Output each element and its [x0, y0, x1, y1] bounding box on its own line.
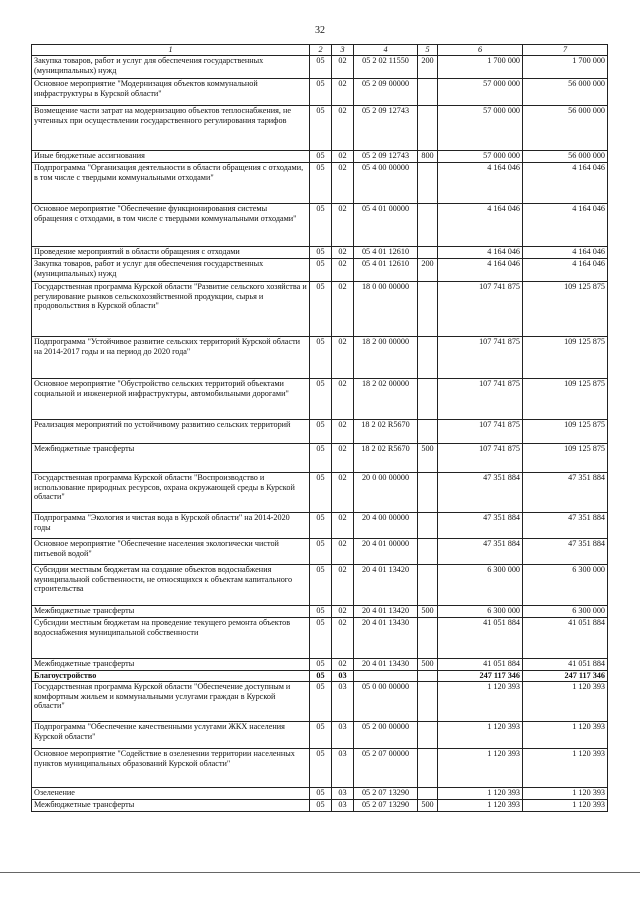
- expense-type-cell: [418, 473, 438, 513]
- table-row: [32, 56, 608, 79]
- table-row: [32, 788, 608, 800]
- subsection-code-cell: 02: [332, 513, 354, 539]
- expense-type-cell: 800: [418, 151, 438, 163]
- subsection-code-cell: 02: [332, 379, 354, 420]
- section-code-cell: 05: [310, 671, 332, 682]
- section-code-cell: 05: [310, 788, 332, 800]
- row-name-cell: Подпрограмма "Обеспечение качественными услугами ЖКХ населения Курской области": [32, 722, 310, 749]
- section-code-cell: 05: [310, 247, 332, 259]
- target-article-cell: 05 2 07 13290: [354, 788, 418, 800]
- header-cell: 3: [332, 45, 354, 56]
- expense-type-cell: [418, 163, 438, 204]
- expense-type-cell: [418, 337, 438, 379]
- section-code-cell: 05: [310, 56, 332, 79]
- target-article-cell: 18 2 02 R5670: [354, 444, 418, 473]
- target-article-cell: 18 0 00 00000: [354, 282, 418, 337]
- row-name-cell: Основное мероприятие "Обеспечение функционирования системы обращения с отходами, в том числе с твердыми коммунальными отходами": [32, 204, 310, 247]
- row-name-cell: Возмещение части затрат на модернизацию объектов теплоснабжения, не учтенных при осуществлении государственного регулирования тарифов: [32, 106, 310, 151]
- target-article-cell: 20 4 01 13420: [354, 565, 418, 606]
- target-article-cell: 05 0 00 00000: [354, 682, 418, 722]
- amount-year1-cell: 247 117 346: [438, 671, 523, 682]
- section-code-cell: 05: [310, 337, 332, 379]
- subsection-code-cell: 02: [332, 282, 354, 337]
- subsection-code-cell: 02: [332, 79, 354, 106]
- table-row: [32, 259, 608, 282]
- amount-year2-cell: 56 000 000: [523, 106, 608, 151]
- table-row: [32, 247, 608, 259]
- table-row: [32, 749, 608, 788]
- amount-year1-cell: 107 741 875: [438, 444, 523, 473]
- subsection-code-cell: 03: [332, 749, 354, 788]
- row-name-cell: Иные бюджетные ассигнования: [32, 151, 310, 163]
- table-row: [32, 79, 608, 106]
- target-article-cell: 18 2 00 00000: [354, 337, 418, 379]
- expense-type-cell: [418, 379, 438, 420]
- amount-year2-cell: 4 164 046: [523, 163, 608, 204]
- target-article-cell: 20 0 00 00000: [354, 473, 418, 513]
- page-number: 32: [315, 25, 325, 36]
- subsection-code-cell: 03: [332, 788, 354, 800]
- amount-year2-cell: 109 125 875: [523, 444, 608, 473]
- section-code-cell: 05: [310, 565, 332, 606]
- target-article-cell: 05 4 01 12610: [354, 259, 418, 282]
- table-row: [32, 163, 608, 204]
- expense-type-cell: 200: [418, 259, 438, 282]
- target-article-cell: 05 4 01 00000: [354, 204, 418, 247]
- amount-year1-cell: 1 120 393: [438, 722, 523, 749]
- subsection-code-cell: 02: [332, 444, 354, 473]
- table-row: [32, 606, 608, 618]
- amount-year2-cell: 4 164 046: [523, 259, 608, 282]
- table-row: [32, 379, 608, 420]
- target-article-cell: 20 4 01 13430: [354, 618, 418, 659]
- amount-year1-cell: 107 741 875: [438, 379, 523, 420]
- amount-year2-cell: 1 120 393: [523, 682, 608, 722]
- section-code-cell: 05: [310, 420, 332, 444]
- section-code-cell: 05: [310, 163, 332, 204]
- expense-type-cell: [418, 722, 438, 749]
- table-row: [32, 682, 608, 722]
- table-row: [32, 618, 608, 659]
- row-name-cell: Межбюджетные трансферты: [32, 659, 310, 671]
- row-name-cell: Основное мероприятие "Обеспечение населения экологически чистой питьевой водой": [32, 539, 310, 565]
- subsection-code-cell: 03: [332, 722, 354, 749]
- target-article-cell: 05 4 00 00000: [354, 163, 418, 204]
- amount-year2-cell: 247 117 346: [523, 671, 608, 682]
- section-code-cell: 05: [310, 106, 332, 151]
- expense-type-cell: [418, 671, 438, 682]
- target-article-cell: 18 2 02 00000: [354, 379, 418, 420]
- expense-type-cell: [418, 539, 438, 565]
- row-name-cell: Субсидии местным бюджетам на проведение текущего ремонта объектов водоснабжения муниципальной собственности: [32, 618, 310, 659]
- table-row: [32, 337, 608, 379]
- amount-year2-cell: 109 125 875: [523, 337, 608, 379]
- target-article-cell: 20 4 00 00000: [354, 513, 418, 539]
- section-code-cell: 05: [310, 749, 332, 788]
- expense-type-cell: 500: [418, 659, 438, 671]
- amount-year1-cell: 57 000 000: [438, 151, 523, 163]
- table-row: [32, 671, 608, 682]
- amount-year1-cell: 57 000 000: [438, 106, 523, 151]
- subsection-code-cell: 03: [332, 671, 354, 682]
- amount-year2-cell: 47 351 884: [523, 473, 608, 513]
- expense-type-cell: [418, 282, 438, 337]
- subsection-code-cell: 02: [332, 106, 354, 151]
- amount-year2-cell: 1 120 393: [523, 722, 608, 749]
- amount-year2-cell: 109 125 875: [523, 420, 608, 444]
- amount-year2-cell: 109 125 875: [523, 379, 608, 420]
- amount-year2-cell: 47 351 884: [523, 513, 608, 539]
- table-row: [32, 722, 608, 749]
- amount-year1-cell: 107 741 875: [438, 282, 523, 337]
- expense-type-cell: [418, 788, 438, 800]
- table-row: [32, 539, 608, 565]
- row-name-cell: Межбюджетные трансферты: [32, 800, 310, 812]
- amount-year1-cell: 1 700 000: [438, 56, 523, 79]
- amount-year2-cell: 1 700 000: [523, 56, 608, 79]
- row-name-cell: Государственная программа Курской области "Развитие сельского хозяйства и регулирование рынков сельскохозяйственной продукции, сырья и продовольствия в Курской области": [32, 282, 310, 337]
- row-name-cell: Озеленение: [32, 788, 310, 800]
- row-name-cell: Подпрограмма "Устойчивое развитие сельских территорий Курской области на 2014-2017 годы и на период до 2020 года": [32, 337, 310, 379]
- row-name-cell: Межбюджетные трансферты: [32, 444, 310, 473]
- expense-type-cell: [418, 513, 438, 539]
- expense-type-cell: [418, 79, 438, 106]
- expense-type-cell: [418, 565, 438, 606]
- expense-type-cell: [418, 204, 438, 247]
- amount-year2-cell: 1 120 393: [523, 788, 608, 800]
- header-cell: 7: [523, 45, 608, 56]
- section-code-cell: 05: [310, 204, 332, 247]
- amount-year1-cell: 4 164 046: [438, 247, 523, 259]
- amount-year1-cell: 6 300 000: [438, 606, 523, 618]
- amount-year1-cell: 57 000 000: [438, 79, 523, 106]
- table-row: [32, 151, 608, 163]
- target-article-cell: 05 2 00 00000: [354, 722, 418, 749]
- section-code-cell: 05: [310, 282, 332, 337]
- target-article-cell: 18 2 02 R5670: [354, 420, 418, 444]
- subsection-code-cell: 02: [332, 565, 354, 606]
- target-article-cell: 05 2 02 11550: [354, 56, 418, 79]
- section-code-cell: 05: [310, 606, 332, 618]
- table-row: [32, 513, 608, 539]
- budget-table: [31, 44, 608, 812]
- amount-year1-cell: 47 351 884: [438, 513, 523, 539]
- header-cell: 2: [310, 45, 332, 56]
- table-row: [32, 106, 608, 151]
- section-code-cell: 05: [310, 79, 332, 106]
- subsection-code-cell: 02: [332, 659, 354, 671]
- amount-year2-cell: 41 051 884: [523, 659, 608, 671]
- amount-year2-cell: 47 351 884: [523, 539, 608, 565]
- expense-type-cell: 500: [418, 800, 438, 812]
- expense-type-cell: [418, 420, 438, 444]
- row-name-cell: Благоустройство: [32, 671, 310, 682]
- table-row: [32, 204, 608, 247]
- page-bottom-line: [0, 872, 640, 873]
- expense-type-cell: [418, 749, 438, 788]
- row-name-cell: Реализация мероприятий по устойчивому развитию сельских территорий: [32, 420, 310, 444]
- amount-year1-cell: 4 164 046: [438, 204, 523, 247]
- row-name-cell: Субсидии местным бюджетам на создание объектов водоснабжения муниципальной собственности, не относящихся к объектам капитального строительства: [32, 565, 310, 606]
- row-name-cell: Проведение мероприятий в области обращения с отходами: [32, 247, 310, 259]
- amount-year1-cell: 6 300 000: [438, 565, 523, 606]
- subsection-code-cell: 02: [332, 606, 354, 618]
- section-code-cell: 05: [310, 151, 332, 163]
- target-article-cell: 20 4 01 13420: [354, 606, 418, 618]
- row-name-cell: Закупка товаров, работ и услуг для обеспечения государственных (муниципальных) нужд: [32, 56, 310, 79]
- row-name-cell: Основное мероприятие "Обустройство сельских территорий объектами социальной и инженерной инфраструктуры, автомобильными дорогами": [32, 379, 310, 420]
- section-code-cell: 05: [310, 618, 332, 659]
- amount-year2-cell: 1 120 393: [523, 800, 608, 812]
- subsection-code-cell: 03: [332, 682, 354, 722]
- target-article-cell: 05 2 07 00000: [354, 749, 418, 788]
- expense-type-cell: 200: [418, 56, 438, 79]
- table-row: [32, 444, 608, 473]
- amount-year1-cell: 1 120 393: [438, 800, 523, 812]
- target-article-cell: 05 2 09 12743: [354, 106, 418, 151]
- amount-year2-cell: 6 300 000: [523, 606, 608, 618]
- section-code-cell: 05: [310, 682, 332, 722]
- section-code-cell: 05: [310, 513, 332, 539]
- header-cell: 1: [32, 45, 310, 56]
- section-code-cell: 05: [310, 259, 332, 282]
- table-header-row: [32, 45, 608, 56]
- section-code-cell: 05: [310, 379, 332, 420]
- amount-year1-cell: 107 741 875: [438, 337, 523, 379]
- amount-year2-cell: 4 164 046: [523, 247, 608, 259]
- amount-year1-cell: 1 120 393: [438, 682, 523, 722]
- expense-type-cell: [418, 618, 438, 659]
- table-row: [32, 565, 608, 606]
- table-row: [32, 282, 608, 337]
- subsection-code-cell: 02: [332, 204, 354, 247]
- row-name-cell: Подпрограмма "Экология и чистая вода в Курской области" на 2014-2020 годы: [32, 513, 310, 539]
- expense-type-cell: 500: [418, 444, 438, 473]
- target-article-cell: 20 4 01 13430: [354, 659, 418, 671]
- subsection-code-cell: 03: [332, 800, 354, 812]
- subsection-code-cell: 02: [332, 151, 354, 163]
- target-article-cell: 05 4 01 12610: [354, 247, 418, 259]
- header-cell: 4: [354, 45, 418, 56]
- amount-year2-cell: 56 000 000: [523, 151, 608, 163]
- amount-year1-cell: 1 120 393: [438, 788, 523, 800]
- row-name-cell: Закупка товаров, работ и услуг для обеспечения государственных (муниципальных) нужд: [32, 259, 310, 282]
- amount-year2-cell: 6 300 000: [523, 565, 608, 606]
- subsection-code-cell: 02: [332, 618, 354, 659]
- section-code-cell: 05: [310, 444, 332, 473]
- section-code-cell: 05: [310, 473, 332, 513]
- table-row: [32, 420, 608, 444]
- amount-year1-cell: 4 164 046: [438, 259, 523, 282]
- amount-year2-cell: 109 125 875: [523, 282, 608, 337]
- expense-type-cell: [418, 247, 438, 259]
- amount-year1-cell: 47 351 884: [438, 473, 523, 513]
- table-row: [32, 800, 608, 812]
- section-code-cell: 05: [310, 800, 332, 812]
- expense-type-cell: 500: [418, 606, 438, 618]
- row-name-cell: Государственная программа Курской области "Воспроизводство и использование природных ресурсов, охрана окружающей среды в Курской области": [32, 473, 310, 513]
- subsection-code-cell: 02: [332, 56, 354, 79]
- amount-year1-cell: 41 051 884: [438, 659, 523, 671]
- subsection-code-cell: 02: [332, 539, 354, 565]
- subsection-code-cell: 02: [332, 337, 354, 379]
- section-code-cell: 05: [310, 539, 332, 565]
- target-article-cell: 05 2 09 00000: [354, 79, 418, 106]
- row-name-cell: Государственная программа Курской области "Обеспечение доступным и комфортным жильем и коммунальными услугами граждан в Курской области": [32, 682, 310, 722]
- subsection-code-cell: 02: [332, 259, 354, 282]
- expense-type-cell: [418, 682, 438, 722]
- expense-type-cell: [418, 106, 438, 151]
- subsection-code-cell: 02: [332, 163, 354, 204]
- amount-year1-cell: 47 351 884: [438, 539, 523, 565]
- header-cell: 5: [418, 45, 438, 56]
- amount-year2-cell: 4 164 046: [523, 204, 608, 247]
- subsection-code-cell: 02: [332, 247, 354, 259]
- amount-year2-cell: 56 000 000: [523, 79, 608, 106]
- row-name-cell: Основное мероприятие "Модернизация объектов коммунальной инфраструктуры в Курской области": [32, 79, 310, 106]
- table-row: [32, 473, 608, 513]
- row-name-cell: Подпрограмма "Организация деятельности в области обращения с отходами, в том числе с твердыми коммунальными отходами": [32, 163, 310, 204]
- amount-year2-cell: 41 051 884: [523, 618, 608, 659]
- row-name-cell: Межбюджетные трансферты: [32, 606, 310, 618]
- amount-year1-cell: 107 741 875: [438, 420, 523, 444]
- section-code-cell: 05: [310, 659, 332, 671]
- table-row: [32, 659, 608, 671]
- row-name-cell: Основное мероприятие "Содействие в озеленении территории населенных пунктов муниципальных образований Курской области": [32, 749, 310, 788]
- target-article-cell: [354, 671, 418, 682]
- section-code-cell: 05: [310, 722, 332, 749]
- amount-year2-cell: 1 120 393: [523, 749, 608, 788]
- target-article-cell: 05 2 07 13290: [354, 800, 418, 812]
- subsection-code-cell: 02: [332, 420, 354, 444]
- header-cell: 6: [438, 45, 523, 56]
- amount-year1-cell: 41 051 884: [438, 618, 523, 659]
- amount-year1-cell: 1 120 393: [438, 749, 523, 788]
- subsection-code-cell: 02: [332, 473, 354, 513]
- amount-year1-cell: 4 164 046: [438, 163, 523, 204]
- target-article-cell: 20 4 01 00000: [354, 539, 418, 565]
- target-article-cell: 05 2 09 12743: [354, 151, 418, 163]
